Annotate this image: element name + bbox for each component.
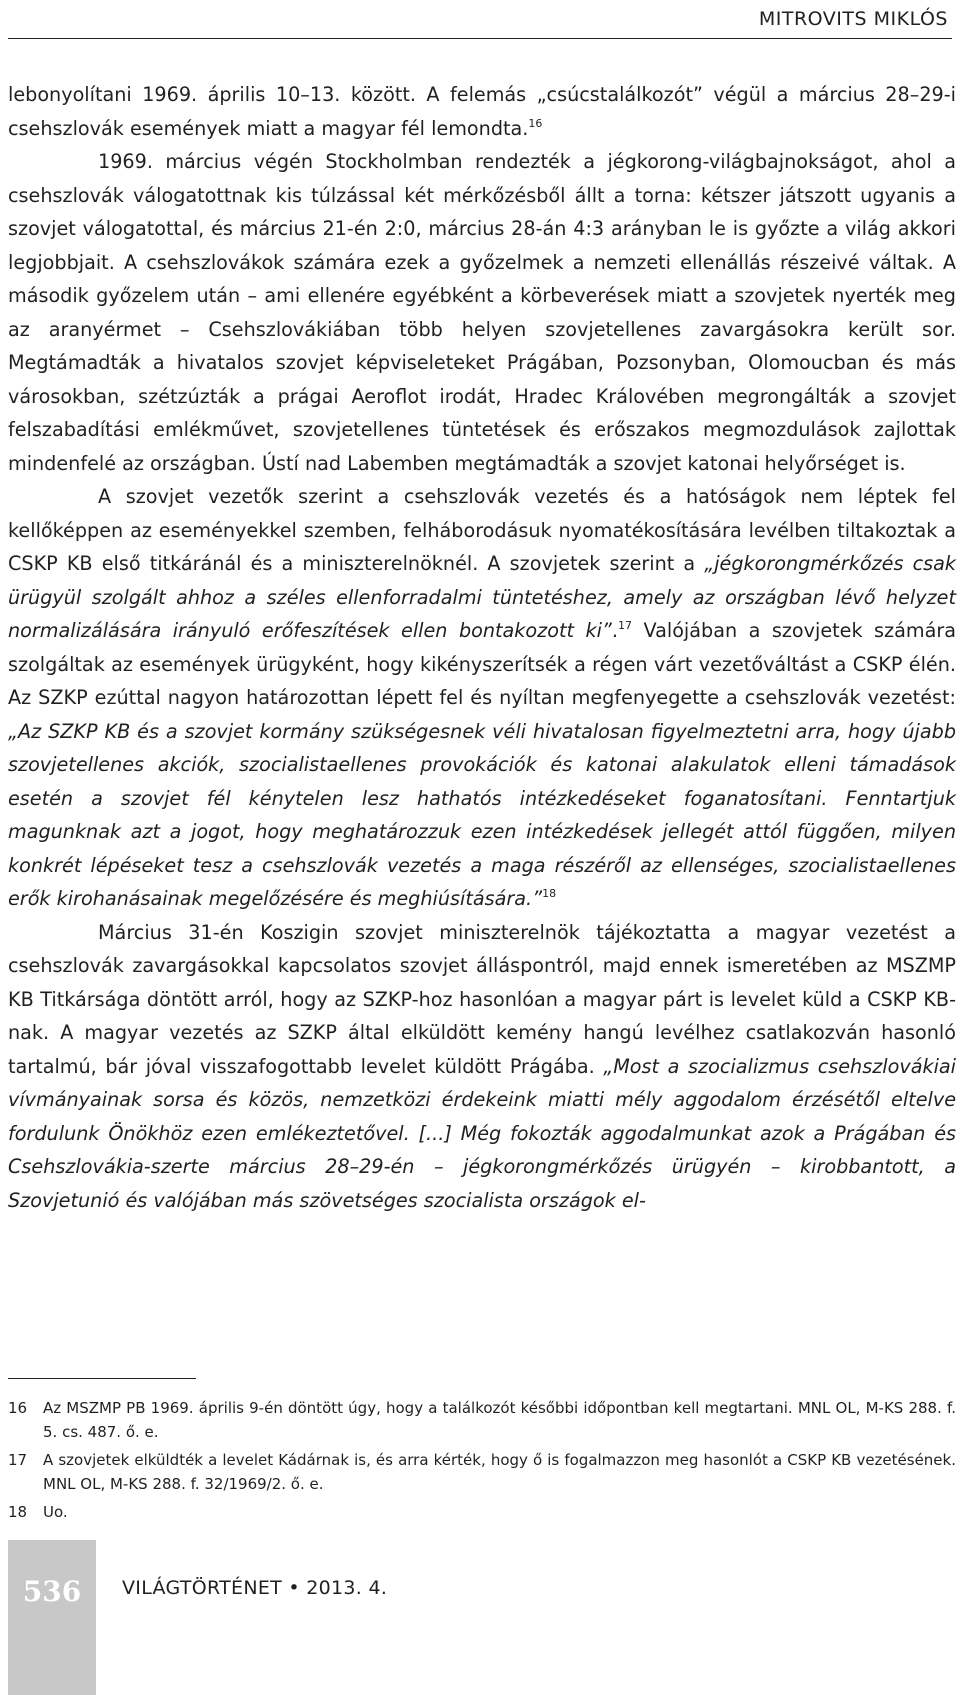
footnote bbox=[8, 1396, 956, 1444]
footnote-reference: 17 bbox=[617, 619, 632, 632]
quotation: „jégkorongmérkőzés csak ürügyül szolgált ahhoz a széles ellenforradalmi tüntetéshez, amely az országban lévő helyzet normalizálására irányuló erőfeszítések ellen bontakozott ki” bbox=[8, 552, 956, 642]
page-number-box bbox=[8, 1540, 96, 1695]
footnote-number: 18 bbox=[8, 1503, 28, 1521]
footnotes bbox=[8, 1396, 956, 1528]
article-body bbox=[8, 78, 956, 1217]
body-paragraph bbox=[8, 916, 956, 1218]
body-paragraph bbox=[8, 78, 956, 145]
running-header-author: MITROVITS MIKLÓS bbox=[758, 8, 948, 30]
header-rule bbox=[8, 38, 952, 39]
footnote-reference: 18 bbox=[542, 887, 557, 900]
body-paragraph bbox=[8, 480, 956, 916]
paragraph-text: . bbox=[611, 619, 618, 642]
paragraph-text: Valójában a szovjetek számára szolgáltak az események ürügyként, hogy kikényszerítsék a régen várt vezetőváltást a CSKP élén. Az SZKP ezúttal nagyon határozottan lépett fel és nyíltan megfenyegette a csehszlovák vezetést: bbox=[8, 619, 956, 709]
quotation: „Az SZKP KB és a szovjet kormány szükségesnek véli hivatalosan figyelmeztetni arra, hogy újabb szovjetellenes akciók, szocialistaellenes provokációk és katonai alakulatok elleni támadások esetén a szovjet fél kénytelen lesz hathatós intézkedéseket foganatosítani. Fenntartjuk magunknak azt a jogot, hogy meghatározzuk ezen intézkedések jellegét attól függően, milyen konkrét lépéseket tesz a csehszlovák vezetés a maga részéről az ellenséges, szocialistaellenes erők kirohanásainak megelőzésére és meghiúsítására.” bbox=[8, 719, 956, 910]
quotation: „Most a szocializmus csehszlovákiai vívmányainak sorsa és közös, nemzetközi érdekeink miatti mély aggodalom érzésétől eltelve fordulunk Önökhöz ezen emlékeztetővel. [...] Még fokozták aggodalmunkat azok a Prágában és Csehszlovákia-szerte március 28–29-én – jégkorongmérkőzés ürügyén – kirobbantott, a Szovjetunió és valójában más szövetséges szocialista országok el- bbox=[8, 1054, 956, 1212]
paragraph-text: lebonyolítani 1969. április 10–13. között. A felemás „csúcstalálkozót” végül a március 28–29-i csehszlovák események miatt a magyar fél lemondta. bbox=[8, 83, 956, 140]
footnote bbox=[8, 1448, 956, 1496]
footnote-number: 16 bbox=[8, 1399, 28, 1417]
footnote-text: Az MSZMP PB 1969. április 9-én döntött úgy, hogy a találkozót későbbi időpontban kell megtartani. MNL OL, M-KS 288. f. 5. cs. 487. ő. e. bbox=[43, 1399, 956, 1441]
footnote-number: 17 bbox=[8, 1451, 28, 1469]
footnote-reference: 16 bbox=[528, 116, 543, 130]
body-paragraph bbox=[8, 145, 956, 480]
journal-title: VILÁGTÖRTÉNET • 2013. 4. bbox=[122, 1577, 388, 1599]
footnote-text: A szovjetek elküldték a levelet Kádárnak is, és arra kérték, hogy ő is fogalmazzon meg hasonlót a CSKP KB vezetésének. MNL OL, M-KS 288. f. 32/1969/2. ő. e. bbox=[43, 1451, 956, 1493]
footnote-separator bbox=[8, 1378, 196, 1379]
page-number: 536 bbox=[22, 1575, 82, 1608]
paragraph-text: A szovjet vezetők szerint a csehszlovák vezetés és a hatóságok nem léptek fel kellőképpen az eseményekkel szemben, felháborodásuk nyomatékosítására levélben tiltakoztak a CSKP KB első titkáránál és a miniszterelnöknél. A szovjetek szerint a bbox=[8, 485, 956, 575]
footnote bbox=[8, 1500, 956, 1524]
paragraph-text: 1969. március végén Stockholmban rendezték a jégkorong-világbajnokságot, ahol a csehszlovák válogatottnak kis túlzással két mérkőzésből állt a torna: kétszer játszott ugyanis a szovjet válogatottal, és március 21-én 2:0, március 28-án 4:3 arányban le is győzte a világ akkori legjobbjait. A csehszlovákok számára ezek a győzelmek a nemzeti ellenállás részeivé váltak. A második győzelem után – ami ellenére egyébként a körbeverések miatt a szovjetek nyerték meg az aranyérmet – Csehszlovákiában több helyen szovjetellenes zavargásokra került sor. Megtámadták a hivatalos szovjet képviseleteket Prágában, Pozsonyban, Olomoucban és más városokban, szétzúzták a prágai Aeroflot irodát, Hradec Královében megrongálták a szovjet felszabadítási emlékművet, szovjetellenes tüntetések és erőszakos megmozdulások zajlottak mindenfelé az országban. Ústí nad Labemben megtámadták a szovjet katonai helyőrséget is. bbox=[8, 150, 956, 475]
running-header bbox=[8, 0, 952, 40]
footnote-text: Uo. bbox=[43, 1503, 68, 1521]
paragraph-text: Március 31-én Koszigin szovjet miniszterelnök tájékoztatta a magyar vezetést a csehszlovák zavargásokkal kapcsolatos szovjet álláspontról, majd ennek ismeretében az MSZMP KB Titkársága döntött arról, hogy az SZKP-hoz hasonlóan a magyar párt is levelet küld a CSKP KB-nak. A magyar vezetés az SZKP által elküldött kemény hangú levélhez csatlakozván hasonló tartalmú, bár jóval visszafogottabb levelet küldött Prágába. bbox=[8, 920, 956, 1078]
